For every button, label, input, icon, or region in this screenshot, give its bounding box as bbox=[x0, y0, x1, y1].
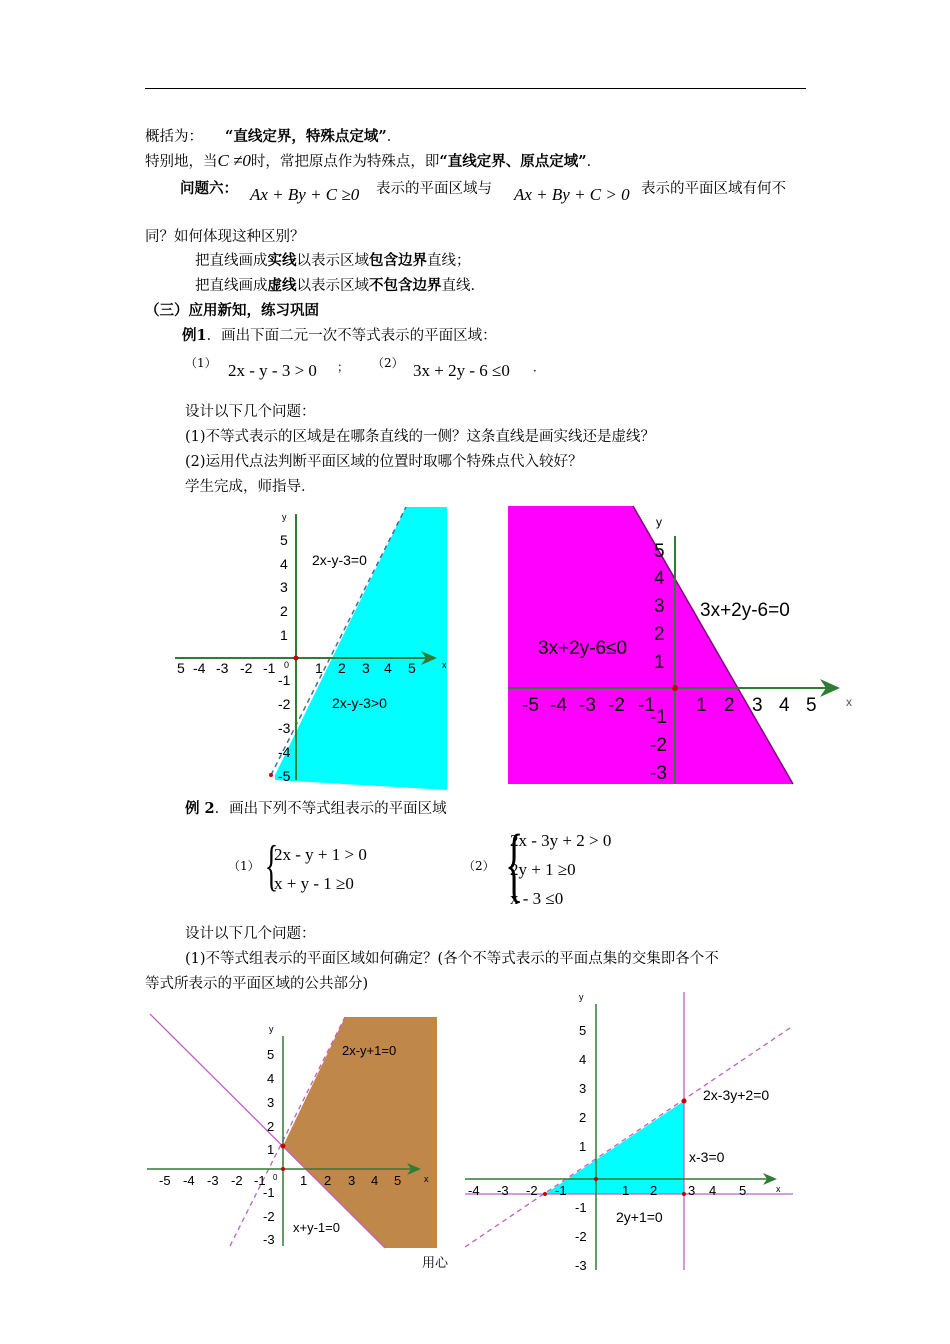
x-tick: -3 bbox=[207, 1173, 219, 1188]
x-tick: 2 bbox=[650, 1183, 658, 1198]
design1-q2: (2)运用代点法判断平面区域的位置时取哪个特殊点代入较好？ bbox=[185, 454, 583, 470]
x-tick: 5 bbox=[394, 1173, 402, 1188]
x-tick: 3 bbox=[348, 1173, 356, 1188]
y-tick: -3 bbox=[575, 1258, 587, 1273]
section-heading: （三）应用新知，练习巩固 bbox=[145, 302, 319, 319]
example2-sys1-a: 2x - y + 1 > 0 bbox=[274, 845, 367, 864]
graph-3x+2y-6 bbox=[508, 506, 858, 786]
solid-line-rule: 把直线画成实线以表示区域包含边界直线； bbox=[195, 252, 471, 269]
header-rule bbox=[145, 88, 806, 89]
example2-num2: （2） bbox=[463, 859, 495, 873]
example1-num1: （1） bbox=[185, 356, 217, 370]
example2-heading: 例 2．画出下列不等式组表示的平面区域 bbox=[185, 800, 447, 817]
x-tick: -3 bbox=[216, 660, 229, 676]
summary-prefix: 概括为： bbox=[145, 129, 203, 145]
region-fill bbox=[545, 1101, 684, 1194]
y-tick: -3 bbox=[650, 763, 667, 784]
question6-continued: 同？如何体现这种区别？ bbox=[145, 229, 305, 245]
x-axis-label: x bbox=[442, 660, 447, 670]
region-label: 2x-y-3>0 bbox=[332, 695, 387, 711]
page-footer: 用心 bbox=[422, 1256, 449, 1271]
origin-point bbox=[294, 656, 299, 661]
x-tick: -5 bbox=[159, 1173, 171, 1188]
x-tick: -5 bbox=[522, 695, 539, 716]
x-tick: -1 bbox=[263, 660, 276, 676]
example1-heading: 例1．画出下面二元一次不等式表示的平面区域： bbox=[182, 327, 497, 344]
example2-sys1-b: x + y - 1 ≥0 bbox=[274, 874, 354, 893]
x-tick: -4 bbox=[193, 660, 206, 676]
origin-point bbox=[672, 685, 678, 691]
region-fill bbox=[275, 507, 447, 790]
design2-heading: 设计以下几个问题： bbox=[185, 926, 316, 942]
x-tick: 2 bbox=[724, 695, 735, 716]
question6-math-a: Ax + By + C ≥0 bbox=[250, 185, 360, 204]
origin-label: 0 bbox=[284, 660, 290, 670]
origin-rule-math: C ≠0 bbox=[217, 151, 251, 170]
origin-label: 0 bbox=[273, 1173, 278, 1182]
example1-inequality1: 2x - y - 3 > 0 bbox=[228, 361, 317, 380]
example1-semicolon: ； bbox=[337, 360, 350, 374]
x-tick: -3 bbox=[497, 1183, 509, 1198]
boundary-label: 2x-y-3=0 bbox=[312, 552, 367, 568]
x-tick: 1 bbox=[696, 695, 707, 716]
y-tick: 1 bbox=[280, 627, 288, 643]
y-tick: 4 bbox=[579, 1052, 587, 1067]
y-tick: -1 bbox=[575, 1200, 587, 1215]
x-tick: 1 bbox=[315, 660, 323, 676]
y-tick: 5 bbox=[579, 1023, 587, 1038]
question6-end: 表示的平面区域有何不 bbox=[641, 181, 786, 197]
x-axis-label: x bbox=[424, 1174, 429, 1184]
question6-label: 问题六： bbox=[180, 180, 238, 197]
y-ticks bbox=[575, 1023, 587, 1273]
x-tick: -4 bbox=[550, 695, 567, 716]
origin-rule-bold: “直线定界、原点定域” bbox=[439, 153, 587, 170]
x-tick: -4 bbox=[468, 1183, 480, 1198]
x-tick: -3 bbox=[579, 695, 596, 716]
x-tick: -2 bbox=[526, 1183, 538, 1198]
y-tick: -1 bbox=[278, 672, 291, 688]
brace-2: { bbox=[505, 818, 524, 911]
y-axis-label: y bbox=[282, 512, 287, 522]
y-tick: 1 bbox=[654, 652, 665, 673]
x-tick: 4 bbox=[371, 1173, 379, 1188]
x-tick: -1 bbox=[254, 1173, 266, 1188]
x-tick: -2 bbox=[608, 695, 625, 716]
y-tick: -3 bbox=[278, 720, 291, 736]
y-tick: 4 bbox=[280, 556, 288, 572]
example1-inequality2: 3x + 2y - 6 ≤0 bbox=[413, 361, 510, 380]
example1-dot: ． bbox=[533, 360, 546, 374]
x-tick: 5 bbox=[177, 660, 185, 676]
graph-system-1 bbox=[145, 1012, 445, 1252]
design1-q1: (1)不等式表示的区域是在哪条直线的一侧？这条直线是画实线还是虚线？ bbox=[185, 429, 656, 445]
y-tick: 2 bbox=[280, 603, 288, 619]
y-tick: -2 bbox=[263, 1209, 275, 1224]
y-tick: 5 bbox=[654, 541, 665, 562]
x-tick: -4 bbox=[183, 1173, 195, 1188]
y-tick: 5 bbox=[267, 1047, 275, 1062]
x-tick: 5 bbox=[408, 660, 416, 676]
x-tick: 3 bbox=[688, 1183, 696, 1198]
y-tick: -4 bbox=[278, 744, 291, 760]
y-tick: -3 bbox=[263, 1232, 275, 1247]
y-tick: 3 bbox=[267, 1095, 275, 1110]
example2-sys2-b: 2y + 1 ≥0 bbox=[510, 860, 576, 879]
origin-point bbox=[594, 1177, 598, 1181]
origin-rule-text-b: 时，常把原点作为特殊点，即 bbox=[250, 154, 440, 170]
summary-bold: “直线定界，特殊点定域” bbox=[225, 128, 387, 145]
design2-q1: (1)不等式组表示的平面区域如何确定？(各个不等式表示的平面点集的交集即各个不 bbox=[185, 951, 719, 967]
origin-point bbox=[281, 1167, 285, 1171]
y-tick: -5 bbox=[278, 768, 291, 784]
x-tick: 4 bbox=[779, 695, 790, 716]
y-tick: 3 bbox=[280, 579, 288, 595]
y-tick: 2 bbox=[267, 1119, 275, 1134]
origin-rule-text-c: ． bbox=[586, 154, 602, 170]
example2-sys2-a: 2x - 3y + 2 > 0 bbox=[510, 831, 612, 850]
y-tick: -1 bbox=[263, 1185, 275, 1200]
design1-q3: 学生完成，师指导． bbox=[185, 479, 316, 495]
boundary-label-b: x+y-1=0 bbox=[293, 1220, 340, 1235]
x-tick: 2 bbox=[338, 660, 346, 676]
graph-2x-y-3 bbox=[170, 500, 460, 800]
x-tick: 1 bbox=[622, 1183, 630, 1198]
x-tick: 4 bbox=[384, 660, 392, 676]
y-tick: 2 bbox=[579, 1110, 587, 1125]
y-axis-label: y bbox=[269, 1024, 274, 1034]
x-tick: 3 bbox=[362, 660, 370, 676]
example2-num1: （1） bbox=[228, 859, 260, 873]
design2-q1-continued: 等式所表示的平面区域的公共部分) bbox=[145, 976, 369, 992]
y-tick: 5 bbox=[280, 532, 288, 548]
x-tick: 1 bbox=[300, 1173, 308, 1188]
y-tick: 4 bbox=[267, 1071, 275, 1086]
y-tick: 1 bbox=[579, 1139, 587, 1154]
origin-rule-line bbox=[145, 152, 601, 171]
x-tick: 5 bbox=[739, 1183, 747, 1198]
x-axis-label: x bbox=[846, 695, 852, 709]
y-ticks bbox=[263, 1047, 275, 1247]
vertex-point bbox=[543, 1192, 547, 1196]
x-tick: 3 bbox=[752, 695, 763, 716]
boundary-label-a: 2x-y+1=0 bbox=[342, 1043, 397, 1058]
y-tick: 3 bbox=[579, 1081, 587, 1096]
y-tick: -2 bbox=[650, 735, 667, 756]
graph-system-2 bbox=[463, 992, 798, 1272]
boundary-label-a: 2x-3y+2=0 bbox=[703, 1087, 770, 1103]
x-tick: 4 bbox=[709, 1183, 717, 1198]
x-tick: -2 bbox=[231, 1173, 243, 1188]
boundary-label-c: 2y+1=0 bbox=[616, 1209, 663, 1225]
vertex-point bbox=[682, 1192, 686, 1196]
x-axis-label: x bbox=[776, 1184, 781, 1194]
example1-num2: （2） bbox=[372, 356, 404, 370]
x-tick: 2 bbox=[324, 1173, 332, 1188]
question6-mid: 表示的平面区域与 bbox=[376, 181, 492, 197]
dashed-line-rule: 把直线画成虚线以表示区域不包含边界直线． bbox=[195, 277, 485, 294]
vertex-point bbox=[682, 1099, 687, 1104]
example2-sys2-c: x - 3 ≤0 bbox=[510, 889, 564, 908]
boundary-label: 3x+2y-6=0 bbox=[700, 600, 790, 621]
y-tick: 3 bbox=[654, 596, 665, 617]
y-tick: -2 bbox=[278, 696, 291, 712]
intercept-point bbox=[269, 773, 273, 777]
x-tick: -1 bbox=[638, 695, 655, 716]
y-tick: 4 bbox=[654, 568, 665, 589]
boundary-label-b: x-3=0 bbox=[689, 1149, 725, 1165]
region-label: 3x+2y-6≤0 bbox=[538, 638, 628, 659]
brace-1: { bbox=[264, 835, 279, 897]
question6-math-b: Ax + By + C > 0 bbox=[514, 185, 630, 204]
y-axis-label: y bbox=[656, 515, 662, 529]
x-tick: 5 bbox=[806, 695, 817, 716]
design1-heading: 设计以下几个问题： bbox=[185, 404, 316, 420]
y-tick: 1 bbox=[267, 1142, 275, 1157]
x-tick: -2 bbox=[240, 660, 253, 676]
y-tick: -2 bbox=[575, 1229, 587, 1244]
y-tick: -1 bbox=[650, 707, 667, 728]
x-tick: -1 bbox=[555, 1183, 567, 1198]
origin-rule-text-a: 特别地，当 bbox=[145, 154, 218, 170]
intersection-point bbox=[281, 1144, 286, 1149]
summary-suffix: ． bbox=[386, 129, 402, 145]
y-axis-label: y bbox=[579, 992, 584, 1002]
summary-line bbox=[145, 128, 401, 146]
y-tick: 2 bbox=[654, 624, 665, 645]
